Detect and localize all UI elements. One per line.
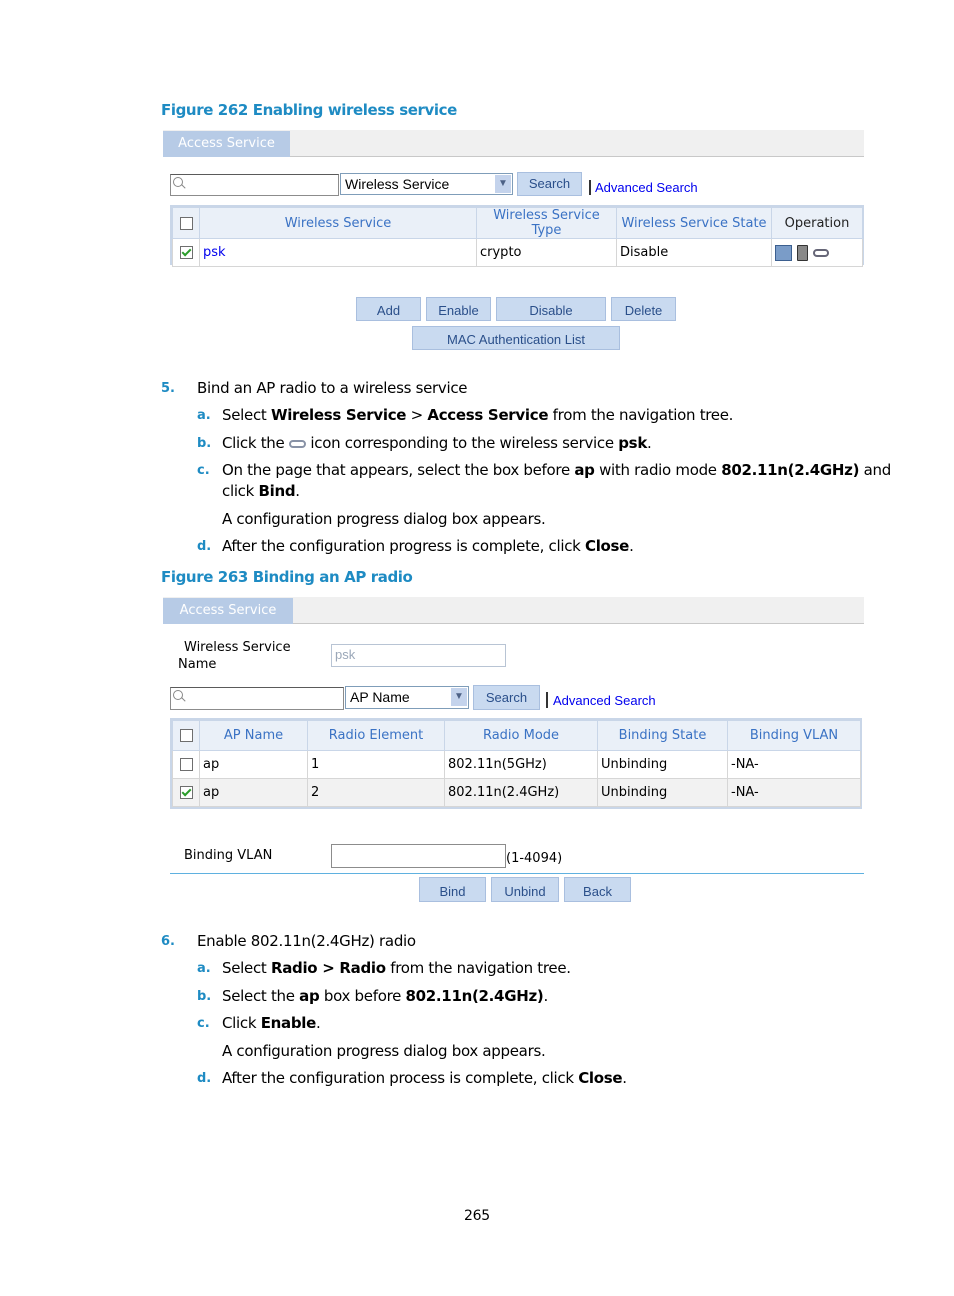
step-5-number: 5.	[161, 381, 175, 396]
delete-icon[interactable]	[797, 245, 808, 261]
delete-button[interactable]: Delete	[611, 297, 676, 321]
table-row	[173, 779, 861, 807]
col-binding-state[interactable]: Binding State	[598, 721, 728, 751]
step-6c-text: Click Enable.	[222, 1014, 321, 1032]
select-all-cell	[173, 208, 200, 239]
search-button[interactable]: Search	[473, 685, 540, 710]
ap-name: ap	[200, 751, 308, 779]
row-checkbox[interactable]	[180, 758, 193, 771]
search-field-select[interactable]	[340, 173, 513, 195]
search-field-select[interactable]	[345, 686, 469, 709]
service-name-link[interactable]: psk	[200, 239, 477, 267]
separator	[589, 180, 591, 195]
step-5c-text: On the page that appears, select the box before ap with radio mode 802.11n(2.4GHz) and	[222, 461, 891, 479]
search-input[interactable]	[170, 687, 344, 710]
col-radio-mode[interactable]: Radio Mode	[445, 721, 598, 751]
row-checkbox[interactable]	[180, 786, 193, 799]
divider	[170, 873, 864, 874]
enable-button[interactable]: Enable	[426, 297, 491, 321]
operation-cell	[772, 239, 863, 267]
step-6c-label: c.	[197, 1016, 210, 1031]
step-6d-label: d.	[197, 1071, 212, 1086]
step-5d-text: After the configuration progress is complete, click Close.	[222, 537, 634, 555]
row-check-cell	[173, 779, 200, 807]
radio-mode: 802.11n(2.4GHz)	[445, 779, 598, 807]
disable-button[interactable]: Disable	[496, 297, 606, 321]
unbind-button[interactable]: Unbind	[491, 877, 559, 902]
step-6-text: Enable 802.11n(2.4GHz) radio	[197, 932, 416, 950]
step-5d-label: d.	[197, 539, 212, 554]
step-5b-text: Click the icon corresponding to the wireless service psk.	[222, 434, 652, 452]
bind-link-icon[interactable]	[813, 249, 829, 257]
table-row	[173, 751, 861, 779]
binding-state: Unbinding	[598, 779, 728, 807]
step-6b-label: b.	[197, 989, 212, 1004]
binding-vlan: -NA-	[728, 751, 861, 779]
wireless-service-table	[170, 205, 864, 265]
select-all-checkbox[interactable]	[180, 217, 193, 230]
vlan-range-hint: (1-4094)	[506, 851, 563, 866]
tab-access-service[interactable]: Access Service	[163, 598, 293, 624]
binding-vlan-label: Binding VLAN	[184, 848, 273, 863]
ws-name-label-2: Name	[178, 657, 217, 672]
radio-element: 1	[308, 751, 445, 779]
step-6d-text: After the configuration process is complete, click Close.	[222, 1069, 627, 1087]
select-value: AP Name	[350, 689, 410, 705]
service-type: crypto	[477, 239, 617, 267]
row-checkbox[interactable]	[180, 246, 193, 259]
col-operation: Operation	[772, 208, 863, 239]
step-5a-label: a.	[197, 408, 211, 423]
search-button[interactable]: Search	[517, 172, 582, 196]
col-binding-vlan[interactable]: Binding VLAN	[728, 721, 861, 751]
col-service-type[interactable]: Wireless Service Type	[477, 208, 617, 239]
ap-radio-table	[170, 718, 862, 809]
row-check-cell	[173, 239, 200, 267]
step-6b-text: Select the ap box before 802.11n(2.4GHz).	[222, 987, 548, 1005]
tab-access-service[interactable]: Access Service	[163, 131, 290, 157]
binding-vlan: -NA-	[728, 779, 861, 807]
figure-263-caption: Figure 263 Binding an AP radio	[161, 568, 413, 586]
step-6a-label: a.	[197, 961, 211, 976]
add-button[interactable]: Add	[356, 297, 421, 321]
binding-vlan-input[interactable]	[331, 844, 506, 868]
ws-name-field: psk	[331, 644, 506, 667]
col-ap-name[interactable]: AP Name	[200, 721, 308, 751]
table-row	[173, 239, 863, 267]
col-wireless-service[interactable]: Wireless Service	[200, 208, 477, 239]
search-icon	[173, 690, 183, 700]
binding-state: Unbinding	[598, 751, 728, 779]
step-5c-text-cont: click Bind.	[222, 482, 300, 500]
step-6a-text: Select Radio > Radio from the navigation tree.	[222, 959, 571, 977]
col-service-state[interactable]: Wireless Service State	[617, 208, 772, 239]
col-radio-element[interactable]: Radio Element	[308, 721, 445, 751]
chevron-down-icon: ▼	[451, 688, 467, 706]
step-6-number: 6.	[161, 934, 175, 949]
row-check-cell	[173, 751, 200, 779]
configure-icon[interactable]	[775, 245, 792, 261]
step-5c-label: c.	[197, 463, 210, 478]
mac-auth-list-button[interactable]: MAC Authentication List	[412, 326, 620, 350]
step-5b-label: b.	[197, 436, 212, 451]
step-5c-note: A configuration progress dialog box appears.	[222, 510, 546, 528]
back-button[interactable]: Back	[564, 877, 631, 902]
page-number: 265	[464, 1208, 490, 1224]
service-state: Disable	[617, 239, 772, 267]
ap-name: ap	[200, 779, 308, 807]
advanced-search-link[interactable]: Advanced Search	[553, 693, 656, 708]
bind-link-icon	[289, 440, 306, 448]
select-value: Wireless Service	[345, 176, 450, 192]
figure-262-caption: Figure 262 Enabling wireless service	[161, 101, 457, 119]
chevron-down-icon: ▼	[495, 175, 511, 193]
step-5a-text: Select Wireless Service > Access Service from the navigation tree.	[222, 406, 734, 424]
radio-mode: 802.11n(5GHz)	[445, 751, 598, 779]
radio-element: 2	[308, 779, 445, 807]
bind-button[interactable]: Bind	[419, 877, 486, 902]
search-icon	[173, 177, 183, 187]
advanced-search-link[interactable]: Advanced Search	[595, 180, 698, 195]
separator	[546, 692, 548, 708]
select-all-cell	[173, 721, 200, 751]
ws-name-label: Wireless Service	[184, 640, 291, 655]
search-input[interactable]	[170, 174, 339, 196]
step-6c-note: A configuration progress dialog box appears.	[222, 1042, 546, 1060]
select-all-checkbox[interactable]	[180, 729, 193, 742]
step-5-text: Bind an AP radio to a wireless service	[197, 379, 468, 397]
